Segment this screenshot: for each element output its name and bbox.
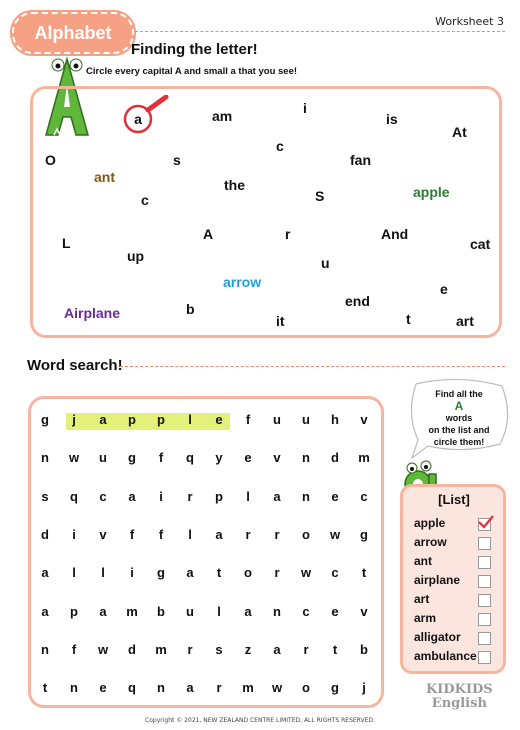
grid-letter[interactable]: i [159,488,163,504]
grid-letter[interactable]: q [186,450,194,466]
logo-line2: English [431,696,487,711]
grid-letter[interactable]: c [99,488,107,504]
grid-letter[interactable]: l [72,565,76,581]
check-icon [478,515,494,529]
scatter-word: end [345,293,370,309]
grid-letter[interactable]: e [215,412,223,427]
kidkids-logo [426,683,493,711]
grid-letter[interactable]: z [244,641,252,657]
grid-letter[interactable]: t [361,565,367,581]
grid-letter[interactable]: c [302,603,310,619]
grid-letter[interactable]: u [99,450,107,466]
word-search-box [28,396,384,708]
grid-letter[interactable]: r [245,526,251,542]
header-divider [135,31,505,32]
bubble-line1: Find all the [435,389,483,399]
scatter-word: c [141,192,149,208]
grid-letter[interactable]: m [242,680,254,696]
scatter-word: s [173,152,181,168]
list-item-label: ambulance [414,649,477,663]
bubble-line3: on the list and [428,425,490,435]
grid-letter[interactable]: m [155,641,167,657]
grid-letter[interactable]: e [244,450,252,466]
grid-letter[interactable]: s [215,641,223,657]
grid-letter[interactable]: p [70,603,78,619]
grid-letter[interactable]: n [70,680,78,696]
scatter-word: b [186,301,195,317]
worksheet-number: Worksheet 3 [435,15,504,28]
list-checkbox[interactable] [478,537,491,550]
grid-letter[interactable]: n [302,450,310,466]
scatter-word: is [386,111,398,127]
grid-letter[interactable]: a [41,565,49,581]
bubble-line4: circle them! [433,437,485,447]
word-search-divider [120,366,505,367]
grid-letter[interactable]: o [244,565,252,581]
grid-letter[interactable]: j [72,412,76,427]
grid-letter[interactable]: g [331,680,339,696]
grid-letter[interactable]: b [360,641,368,657]
grid-letter[interactable]: l [188,412,192,427]
list-checkbox[interactable] [478,556,491,569]
grid-letter[interactable]: q [128,680,136,696]
grid-letter[interactable]: f [158,450,164,466]
grid-letter[interactable]: h [331,412,339,427]
grid-letter[interactable]: f [129,526,135,542]
list-checkbox[interactable] [478,518,491,531]
grid-letter[interactable]: v [360,603,368,619]
grid-letter[interactable]: n [157,680,165,696]
grid-letter[interactable]: l [101,565,105,581]
grid-letter[interactable]: o [302,680,310,696]
grid-letter[interactable]: i [130,565,134,581]
scatter-word: fan [350,152,371,168]
magnifier-letter: a [134,111,142,127]
list-item-label: alligator [414,630,461,644]
grid-letter[interactable]: f [71,641,77,657]
grid-letter[interactable]: v [99,526,107,542]
grid-letter[interactable]: m [126,603,138,619]
logo-line1: KIDKIDS [426,682,493,697]
find-letter-box [30,86,502,338]
grid-letter[interactable]: c [331,565,339,581]
grid-letter[interactable]: w [329,526,341,542]
scatter-word: t [406,311,411,327]
list-item-label: arm [414,611,437,625]
grid-letter[interactable]: a [186,565,194,581]
scatter-word: it [276,313,285,329]
magnifier-icon [122,95,172,137]
grid-letter[interactable]: w [271,680,283,696]
grid-letter[interactable]: j [362,680,366,696]
grid-letter[interactable]: t [332,641,338,657]
scatter-word: the [224,177,245,193]
scatter-word: At [452,124,467,140]
grid-letter[interactable]: r [187,488,193,504]
grid-letter[interactable]: e [99,680,107,696]
grid-letter[interactable]: v [273,450,281,466]
grid-letter[interactable]: r [303,641,309,657]
grid-letter[interactable]: c [360,488,368,504]
grid-letter[interactable]: r [274,526,280,542]
grid-letter[interactable]: a [273,488,281,504]
grid-letter[interactable]: s [41,488,49,504]
grid-letter[interactable]: f [245,412,251,427]
list-checkbox[interactable] [478,575,491,588]
grid-letter[interactable]: r [187,641,193,657]
grid-letter[interactable]: r [274,565,280,581]
grid-letter[interactable]: n [273,603,281,619]
grid-letter[interactable]: a [215,526,223,542]
list-checkbox[interactable] [478,613,491,626]
grid-letter[interactable]: l [217,603,221,619]
copyright-footer: Copyright © 2021, NEW ZEALAND CENTRE LIMITED, ALL RIGHTS RESERVED. [145,717,375,724]
grid-letter[interactable]: m [358,450,370,466]
grid-letter[interactable]: g [128,450,136,466]
scatter-word: S [315,188,325,204]
scatter-word: A [203,226,214,242]
scatter-word: ant [94,169,115,185]
section-title-word-search: Word search! [27,357,123,374]
list-checkbox[interactable] [478,632,491,645]
grid-letter[interactable]: g [41,412,49,427]
grid-letter[interactable]: a [273,641,281,657]
list-item-label: ant [414,554,432,568]
grid-letter[interactable]: w [300,565,312,581]
grid-letter[interactable]: d [331,450,339,466]
grid-letter[interactable]: i [72,526,76,542]
grid-letter[interactable]: f [158,526,164,542]
grid-letter[interactable]: e [331,603,339,619]
grid-letter[interactable]: n [41,641,49,657]
grid-letter[interactable]: g [360,526,368,542]
list-checkbox[interactable] [478,651,491,664]
grid-letter[interactable]: a [99,412,107,427]
scatter-word: u [321,255,330,271]
grid-letter[interactable]: d [41,526,49,542]
grid-letter[interactable]: p [157,412,165,427]
grid-letter[interactable]: u [186,603,194,619]
list-item-label: apple [414,516,446,530]
list-title: [List] [438,492,470,507]
scatter-word: e [440,281,448,297]
scatter-word: And [381,226,409,242]
grid-letter[interactable]: t [42,680,48,696]
grid-letter[interactable]: l [246,488,250,504]
grid-letter[interactable]: u [273,412,281,427]
scatter-word: art [456,313,474,329]
alphabet-badge: Alphabet [12,12,134,54]
grid-letter[interactable]: u [302,412,310,427]
list-checkbox[interactable] [478,594,491,607]
grid-letter[interactable]: n [302,488,310,504]
scatter-word: Airplane [64,305,121,321]
grid-letter[interactable]: a [41,603,49,619]
scatter-word: i [303,100,307,116]
bubble-letter: A [454,399,464,413]
list-item-label: art [414,592,430,606]
grid-letter[interactable]: a [244,603,252,619]
grid-letter[interactable]: d [128,641,136,657]
scatter-word: c [276,138,284,154]
scatter-word: apple [413,184,450,200]
grid-letter[interactable]: g [157,565,165,581]
grid-letter[interactable]: a [99,603,107,619]
grid-letter[interactable]: y [215,450,223,466]
grid-letter[interactable]: e [331,488,339,504]
grid-letter[interactable]: l [188,526,192,542]
grid-letter[interactable]: w [97,641,109,657]
grid-letter[interactable]: a [128,488,136,504]
list-item-label: arrow [414,535,447,549]
grid-letter[interactable]: v [360,412,368,427]
grid-letter[interactable]: w [68,450,80,466]
grid-letter[interactable]: n [41,450,49,466]
grid-letter[interactable]: p [215,488,223,504]
grid-letter[interactable]: p [128,412,136,427]
grid-letter[interactable]: o [302,526,310,542]
bubble-line2: words [445,413,473,423]
scatter-word: arrow [223,274,262,290]
scatter-word: O [45,152,56,168]
list-item-label: airplane [414,573,461,587]
grid-letter[interactable]: a [186,680,194,696]
grid-letter[interactable]: r [216,680,222,696]
grid-letter[interactable]: q [70,488,78,504]
scatter-word: up [127,248,145,264]
scatter-word: r [285,226,291,242]
instruction-text: Circle every capital A and small a that you see! [86,66,298,77]
section-title-finding: Finding the letter! [131,41,258,58]
grid-letter[interactable]: b [157,603,165,619]
scatter-word: L [62,235,71,251]
grid-letter[interactable]: t [216,565,222,581]
scatter-word: cat [470,236,491,252]
bubble-text [414,388,504,448]
scatter-word: am [212,108,233,124]
